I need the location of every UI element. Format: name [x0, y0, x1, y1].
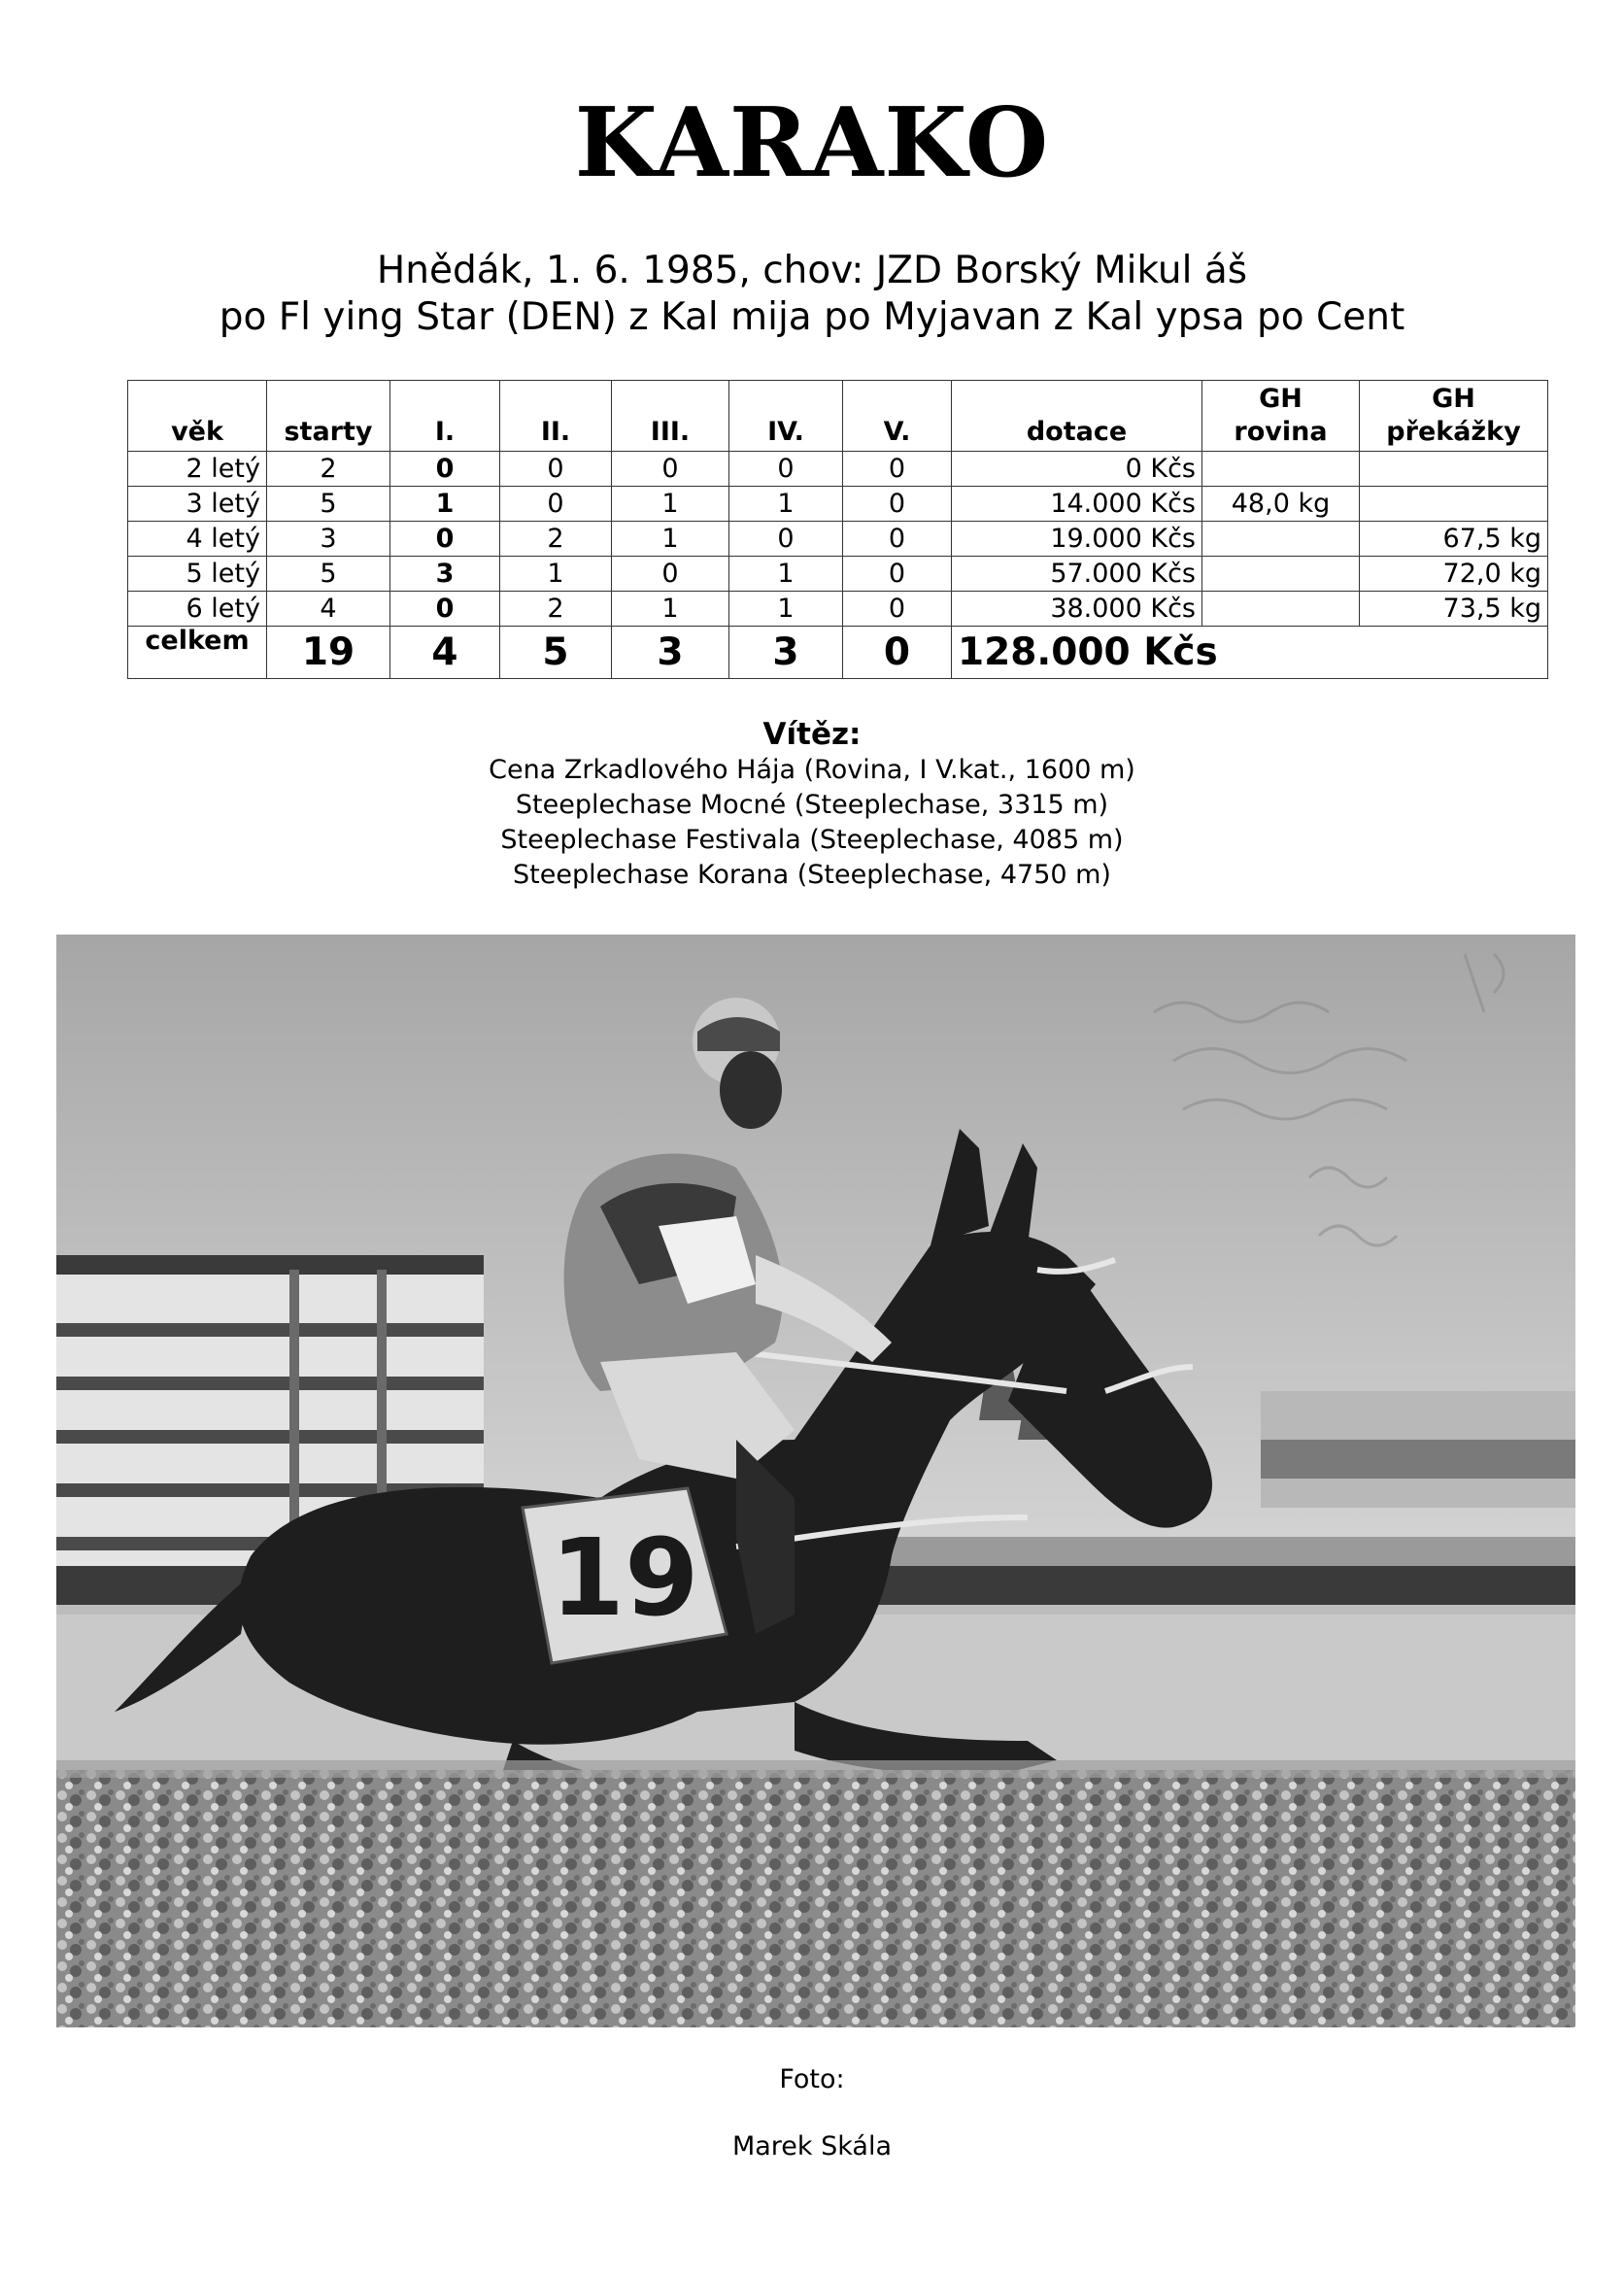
cell-age: 2 letý — [128, 452, 267, 487]
cell-fourth: 1 — [729, 592, 843, 627]
saddle-cloth — [523, 1488, 727, 1663]
cell-second: 1 — [500, 557, 612, 592]
cell-gh-flat: 48,0 kg — [1202, 487, 1360, 522]
cell-gh-flat — [1202, 592, 1360, 627]
cell-gh-jump: 67,5 kg — [1360, 522, 1548, 557]
cell-first: 3 — [390, 557, 500, 592]
header-gh-jump-line1: GH — [1432, 384, 1475, 414]
total-starts: 19 — [267, 627, 390, 679]
cell-fourth: 0 — [729, 522, 843, 557]
cell-third: 0 — [612, 452, 729, 487]
steeplechase-hedge — [56, 1770, 1575, 2027]
cell-age: 6 letý — [128, 592, 267, 627]
win-item: Steeplechase Festivala (Steeplechase, 4085 m) — [500, 825, 1124, 855]
cell-age: 3 letý — [128, 487, 267, 522]
cell-fourth: 1 — [729, 557, 843, 592]
total-empty-cell — [1360, 627, 1548, 679]
cell-starts: 4 — [267, 592, 390, 627]
table-row — [128, 557, 1548, 592]
header-gh-flat-line2: rovina — [1234, 417, 1328, 447]
header-starts: starty — [267, 381, 390, 452]
cell-third: 1 — [612, 487, 729, 522]
wins-section — [0, 716, 1624, 893]
header-gh-jump-line2: překážky — [1386, 417, 1521, 447]
header-third: III. — [612, 381, 729, 452]
total-label: celkem — [128, 627, 267, 679]
cell-first: 0 — [390, 452, 500, 487]
win-item: Steeplechase Mocné (Steeplechase, 3315 m) — [515, 790, 1109, 820]
total-fifth: 0 — [843, 627, 952, 679]
cell-fifth: 0 — [843, 592, 952, 627]
header-gh-flat-line1: GH — [1259, 384, 1303, 414]
total-fourth: 3 — [729, 627, 843, 679]
table-total-row — [128, 627, 1548, 679]
header-fourth: IV. — [729, 381, 843, 452]
cell-gh-jump: 73,5 kg — [1360, 592, 1548, 627]
cell-fifth: 0 — [843, 487, 952, 522]
total-prize: 128.000 Kčs — [952, 627, 1360, 679]
header-age: věk — [128, 381, 267, 452]
cell-starts: 3 — [267, 522, 390, 557]
header-fifth: V. — [843, 381, 952, 452]
cell-prize: 57.000 Kčs — [952, 557, 1202, 592]
cell-first: 1 — [390, 487, 500, 522]
table-row — [128, 592, 1548, 627]
cell-third: 1 — [612, 522, 729, 557]
cell-prize: 14.000 Kčs — [952, 487, 1202, 522]
cell-second: 2 — [500, 522, 612, 557]
win-item: Steeplechase Korana (Steeplechase, 4750 m) — [513, 860, 1111, 890]
cell-fourth: 1 — [729, 487, 843, 522]
header-prize: dotace — [952, 381, 1202, 452]
table-header-row — [128, 381, 1548, 452]
header-second: II. — [500, 381, 612, 452]
horse-pedigree: po Fl ying Star (DEN) z Kal mija po Myjavan z Kal ypsa po Cent — [219, 295, 1405, 339]
cell-gh-flat — [1202, 557, 1360, 592]
cell-age: 4 letý — [128, 522, 267, 557]
table-row — [128, 452, 1548, 487]
race-record-table — [127, 380, 1548, 679]
cell-third: 0 — [612, 557, 729, 592]
header-first: I. — [390, 381, 500, 452]
table-row — [128, 522, 1548, 557]
race-photo — [56, 935, 1575, 2027]
cell-gh-jump — [1360, 487, 1548, 522]
photographer-name: Marek Skála — [731, 2131, 893, 2161]
cell-gh-jump — [1360, 452, 1548, 487]
cell-starts: 5 — [267, 557, 390, 592]
cell-second: 0 — [500, 452, 612, 487]
cell-gh-jump: 72,0 kg — [1360, 557, 1548, 592]
horse-details: Hnědák, 1. 6. 1985, chov: JZD Borský Mikul áš — [376, 249, 1248, 292]
cell-gh-flat — [1202, 522, 1360, 557]
total-first: 4 — [390, 627, 500, 679]
cell-first: 0 — [390, 522, 500, 557]
photo-credit-label: Foto: — [779, 2064, 845, 2094]
race-photo-illustration — [56, 935, 1575, 2027]
horse-name-title: KARAKO — [574, 87, 1050, 199]
cell-gh-flat — [1202, 452, 1360, 487]
cell-fourth: 0 — [729, 452, 843, 487]
cell-prize: 38.000 Kčs — [952, 592, 1202, 627]
cell-starts: 2 — [267, 452, 390, 487]
table-row — [128, 487, 1548, 522]
cell-starts: 5 — [267, 487, 390, 522]
cell-prize: 0 Kčs — [952, 452, 1202, 487]
cell-third: 1 — [612, 592, 729, 627]
header-gh-jump — [1360, 381, 1548, 452]
cell-fifth: 0 — [843, 452, 952, 487]
cell-age: 5 letý — [128, 557, 267, 592]
header-gh-flat — [1202, 381, 1360, 452]
saddle-number: 19 — [550, 1515, 699, 1640]
total-second: 5 — [500, 627, 612, 679]
cell-prize: 19.000 Kčs — [952, 522, 1202, 557]
cell-second: 2 — [500, 592, 612, 627]
wins-heading: Vítěz: — [762, 717, 862, 752]
cell-first: 0 — [390, 592, 500, 627]
cell-fifth: 0 — [843, 557, 952, 592]
cell-fifth: 0 — [843, 522, 952, 557]
total-third: 3 — [612, 627, 729, 679]
cell-second: 0 — [500, 487, 612, 522]
win-item: Cena Zrkadlového Hája (Rovina, I V.kat., 1600 m) — [489, 755, 1135, 785]
